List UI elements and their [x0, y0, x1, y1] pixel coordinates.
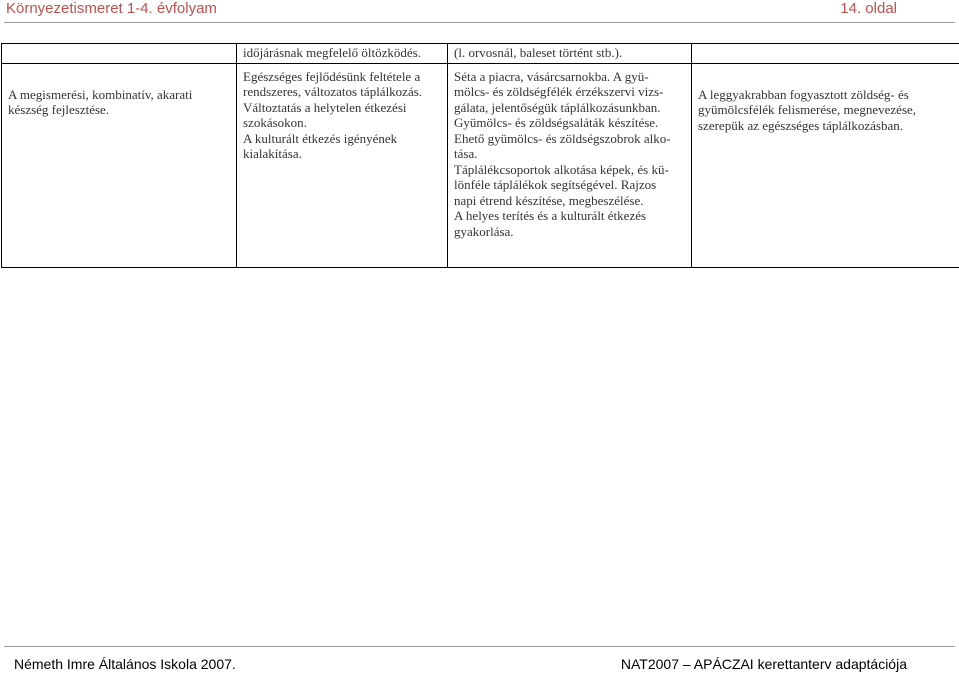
- cell-text-block: [698, 69, 954, 134]
- footer-school: Németh Imre Általános Iskola 2007.: [14, 656, 236, 672]
- table-cell-activity-continued: [448, 44, 692, 64]
- page-number: 14. oldal: [840, 0, 897, 17]
- footer-rule: [4, 646, 955, 647]
- table-cell-activity: [448, 63, 692, 267]
- cell-line: A megismerési, kombinatív, akarati: [8, 86, 193, 102]
- cell-line: gyakorlása.: [454, 223, 514, 239]
- cell-line: kialakítása.: [243, 146, 302, 161]
- page-header: [0, 0, 959, 26]
- cell-line: készség fejlesztése.: [8, 102, 110, 117]
- table-cell-topic-continued: [237, 44, 448, 64]
- cell-line: A leggyakrabban fogyasztott zöldség- és: [698, 86, 909, 102]
- table-row: [2, 63, 959, 267]
- header-rule: [4, 22, 955, 23]
- cell-line: szokásokon.: [243, 115, 307, 130]
- page-footer: [0, 646, 959, 675]
- cell-line: Ehető gyümölcs- és zöldségszobrok alko-: [454, 130, 671, 146]
- cell-line: tása.: [454, 146, 478, 161]
- cell-line: Táplálékcsoportok alkotása képek, és kü-: [454, 161, 669, 177]
- cell-text-block: [8, 69, 230, 118]
- cell-line: napi étrend készítése, megbeszélése.: [454, 192, 644, 208]
- cell-line: rendszeres, változatos táplálkozás.: [243, 84, 423, 99]
- footer-program: NAT2007 – APÁCZAI kerettanterv adaptációja: [620, 656, 907, 672]
- cell-line: Egészséges fejlődésünk feltétele a: [243, 68, 421, 84]
- cell-line: gálata, jelentőségük táplálkozásunkban.: [454, 99, 661, 115]
- table-cell-requirement: [692, 63, 959, 267]
- table-row: [2, 44, 959, 64]
- table-cell-topic: [237, 63, 448, 267]
- cell-line: szerepük az egészséges táplálkozásban.: [698, 117, 904, 133]
- cell-line: lönféle táplálékok segítségével. Rajzos: [454, 177, 657, 192]
- cell-line: A kulturált étkezés igényének: [243, 130, 398, 146]
- table-cell-goal: [2, 63, 237, 267]
- cell-text: (l. orvosnál, baleset történt stb.).: [454, 45, 623, 60]
- cell-text: időjárásnak megfelelő öltözködés.: [243, 45, 421, 60]
- curriculum-table: [1, 43, 959, 268]
- cell-line: gyümölcsfélék felismerése, megnevezése,: [698, 102, 917, 117]
- cell-line: Változtatás a helytelen étkezési: [243, 99, 407, 115]
- cell-line: mölcs- és zöldségfélék érzékszervi vizs-: [454, 84, 664, 99]
- cell-line: A helyes terítés és a kulturált étkezés: [454, 208, 647, 223]
- cell-line: Séta a piacra, vásárcsarnokba. A gyü-: [454, 68, 649, 84]
- table-cell-goal-continued: [2, 44, 237, 64]
- table-cell-requirement-continued: [692, 44, 959, 64]
- cell-line: Gyümölcs- és zöldségsaláták készítése.: [454, 115, 659, 130]
- document-title: Környezetismeret 1-4. évfolyam: [6, 0, 217, 17]
